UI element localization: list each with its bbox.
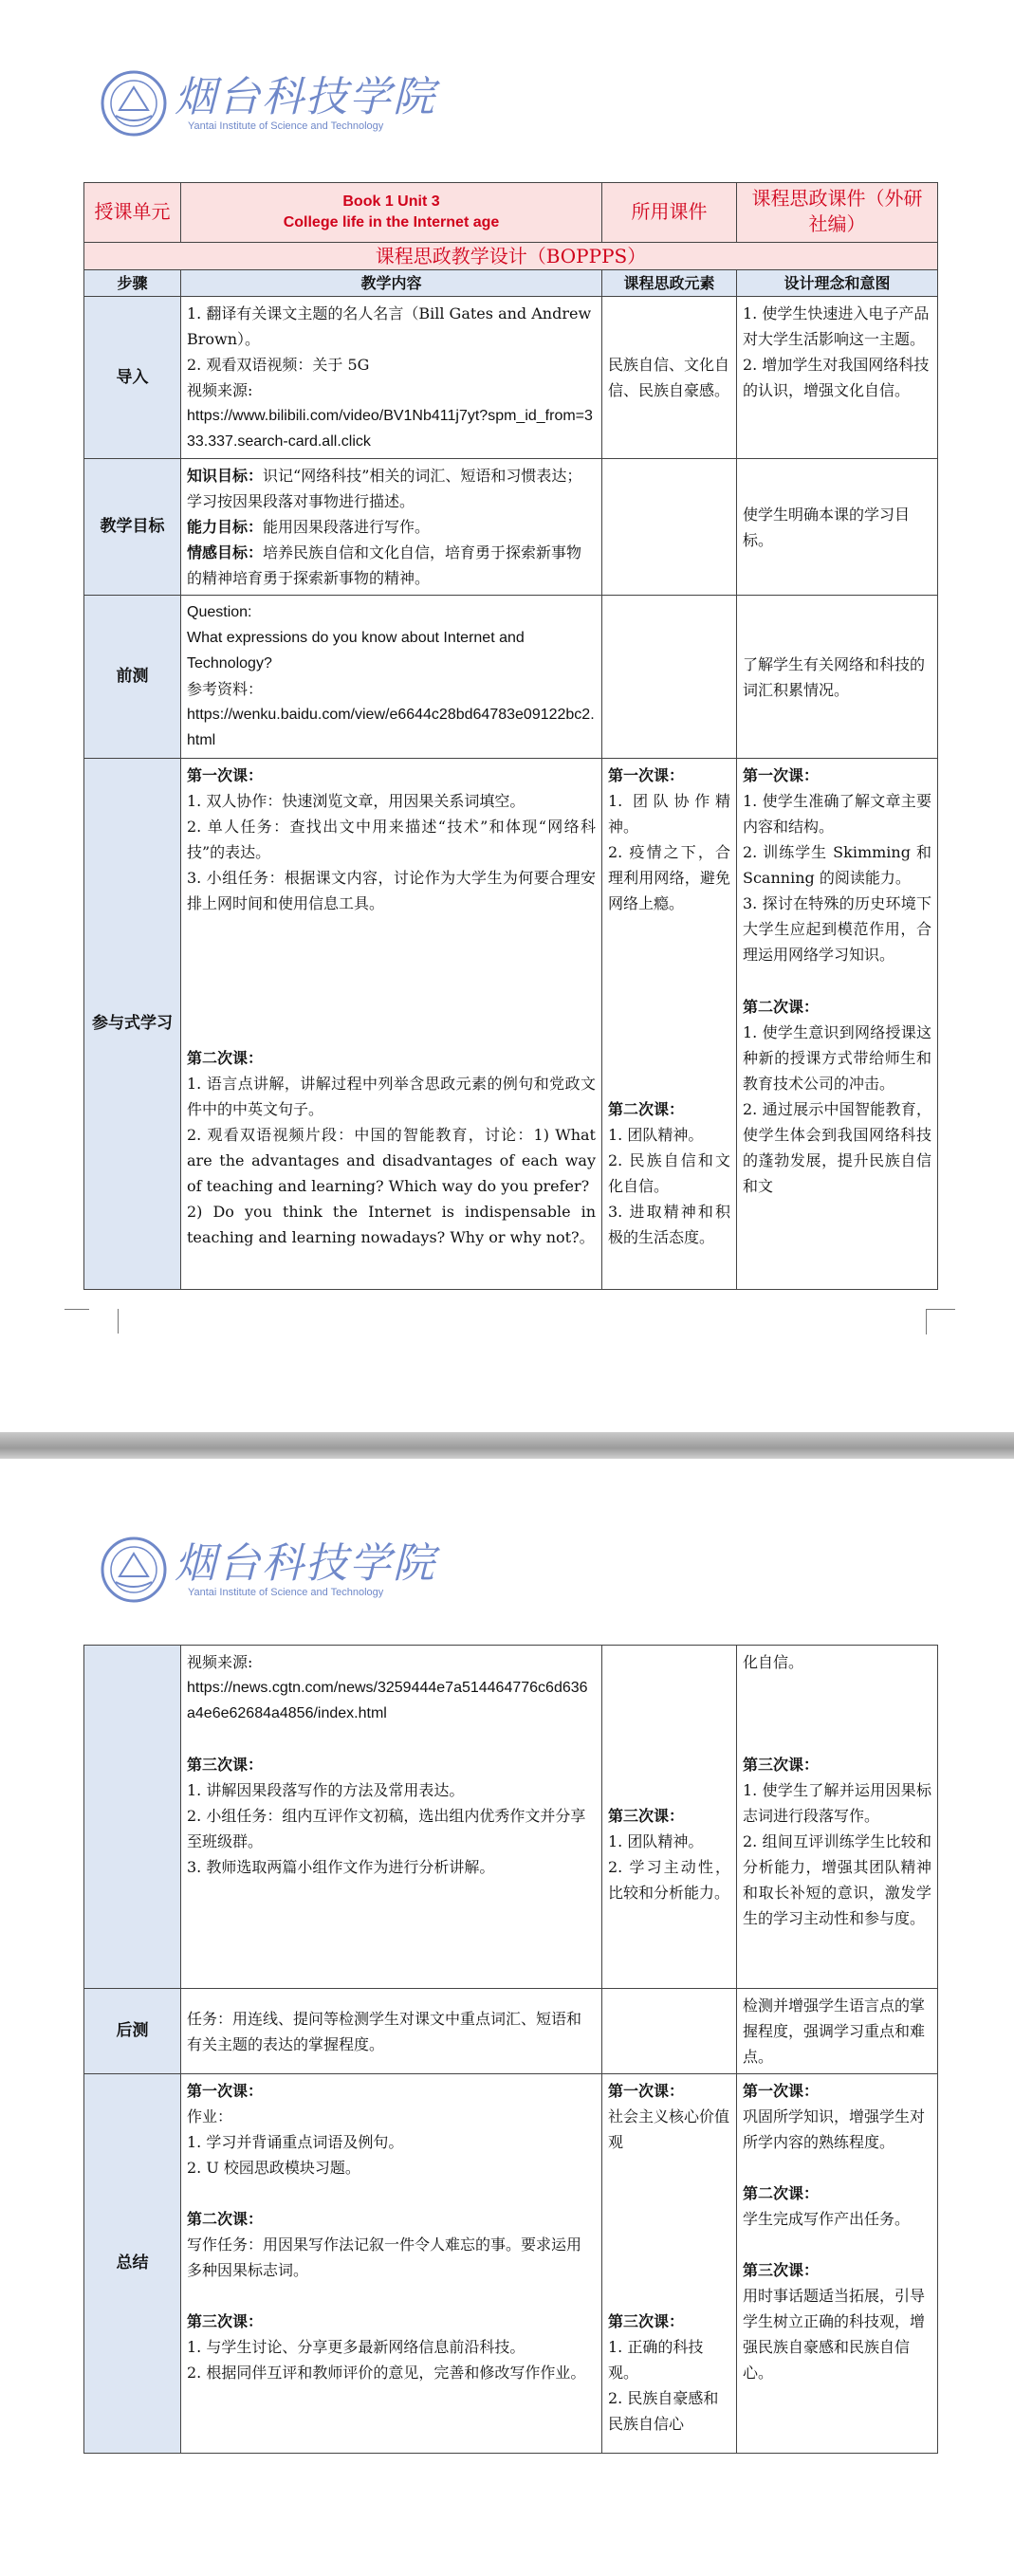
design-line: 学生完成写作产出任务。 [743,2210,911,2228]
participatory-content-continued [181,1646,602,1989]
col-step-header: 步骤 [84,270,181,297]
table-row-posttest [84,1989,938,2074]
step-goals: 教学目标 [84,459,181,596]
intro-elements: 民族自信、文化自信、民族自豪感。 [602,297,737,459]
pretest-reference-link[interactable]: https://wenku.baidu.com/view/e6644c28bd64783e09122bc2.html [187,707,595,748]
element-line: 1. 正确的科技观。 [608,2338,704,2382]
intro-content [181,297,602,459]
intro-content-line: 1. 翻译有关课文主题的名人名言（Bill Gates and Andrew Brown）。 [187,304,592,348]
element-line: 2. 民族自豪感和民族自信心 [608,2389,719,2433]
unit-title: College life in the Internet age [283,214,500,230]
element-line: 1. 团队精神。 [608,1126,704,1144]
step-posttest: 后测 [84,1989,181,2074]
unit-value [181,183,602,243]
knowledge-goal-label: 知识目标： [187,467,264,485]
goals-elements [602,459,737,596]
logo-school-name: 烟台科技学院 [175,73,436,121]
session1-title: 第一次课： [743,2082,820,2100]
table-row-participatory [84,759,938,1290]
table-row-pretest [84,596,938,759]
video-source-label: 视频来源: [187,1653,253,1671]
session2-title: 第二次课： [187,1049,264,1067]
pretest-content-line: What expressions do you know about Internet and Technology? [187,630,525,672]
courseware-label: 所用课件 [602,183,737,243]
posttest-design: 检测并增强学生语言点的掌握程度，强调学习重点和难点。 [737,1989,938,2074]
participatory-line: 2) Do you think the Internet is indispensable in teaching and learning nowadays? Why or why not?。 [187,1203,596,1246]
element-line: 2. 学习主动性，比较和分析能力。 [608,1858,730,1902]
summary-line: 写作任务：用因果写作法记叙一件令人难忘的事。要求运用多种因果标志词。 [187,2236,582,2279]
step-participatory: 参与式学习 [84,759,181,1290]
table-row-goals [84,459,938,596]
crop-mark [65,1309,89,1338]
table-row-participatory-continued [84,1646,938,1989]
summary-line: 1. 学习并背诵重点词语及例句。 [187,2133,404,2151]
design-line: 巩固所学知识，增强学生对所学内容的熟练程度。 [743,2107,926,2151]
video-source-link[interactable]: https://news.cgtn.com/news/3259444e7a514464776c6d636a4e6e62684a4856/index.html [187,1680,588,1721]
session1-title: 第一次课： [187,766,264,784]
session3-title: 第三次课： [187,2312,264,2330]
school-emblem-icon [99,68,169,138]
lesson-plan-table [83,182,938,1290]
session3-line: 3. 教师选取两篇小组作文作为进行分析讲解。 [187,1858,495,1876]
step-pretest: 前测 [84,596,181,759]
session2-title: 第二次课： [187,2210,264,2228]
session2-title: 第二次课： [608,1100,685,1118]
participatory-line: 1. 双人协作：快速浏览文章，用因果关系词填空。 [187,792,525,810]
step-intro: 导入 [84,297,181,459]
emotion-goal-label: 情感目标： [187,543,264,561]
session3-title: 第三次课： [608,2312,685,2330]
unit-label: 授课单元 [84,183,181,243]
participatory-line: 2. 观看双语视频片段：中国的智能教育，讨论：1) What are the advantages and disadvantages of each way of teaching and learning? Which way do you prefer? [187,1126,596,1195]
session1-title: 第一次课： [187,2082,264,2100]
element-line: 1. 团队精神。 [608,1832,704,1850]
courseware-value: 课程思政课件（外研社编） [737,183,938,243]
element-line: 1. 团队协作精神。 [608,792,730,836]
element-line: 社会主义核心价值观 [608,2107,730,2151]
summary-content [181,2074,602,2454]
session3-line: 2. 小组任务：组内互评作文初稿，选出组内优秀作文并分享至班级群。 [187,1807,586,1850]
table-row-summary [84,2074,938,2454]
participatory-elements [602,759,737,1290]
intro-video-link[interactable]: https://www.bilibili.com/video/BV1Nb411j7yt?spm_id_from=333.337.search-card.all.click [187,408,593,450]
pretest-content-line: Question: [187,604,252,620]
school-logo [99,68,436,138]
session2-title: 第二次课： [743,998,820,1016]
element-line: 2. 民族自信和文化自信。 [608,1151,730,1195]
step-participatory-continued [84,1646,181,1989]
design-line: 用时事话题适当拓展，引导学生树立正确的科技观，增强民族自豪感和民族自信心。 [743,2287,926,2382]
session1-title: 第一次课： [743,766,820,784]
crop-mark [926,1309,955,1334]
pretest-elements [602,596,737,759]
participatory-line: 1. 语言点讲解，讲解过程中列举含思政元素的例句和党政文件中的中英文句子。 [187,1075,596,1118]
document-page-2 [0,1459,1014,2576]
design-line: 3. 探讨在特殊的历史环境下大学生应起到模范作用，合理运用网络学习知识。 [743,894,931,964]
design-line: 2. 组间互评训练学生比较和分析能力，增强其团队精神和取长补短的意识，激发学生的学习主动性和参与度。 [743,1832,931,1927]
intro-design-line: 1. 使学生快速进入电子产品对大学生活影响这一主题。 [743,304,930,348]
design-line: 2. 训练学生 Skimming 和 Scanning 的阅读能力。 [743,843,931,887]
book-line: Book 1 Unit 3 [342,193,440,210]
col-elements-header: 课程思政元素 [602,270,737,297]
participatory-design [737,759,938,1290]
participatory-elements-continued [602,1646,737,1989]
design-line: 1. 使学生意识到网络授课这种新的授课方式带给师生和教育技术公司的冲击。 [743,1023,931,1093]
pretest-content-line: 参考资料： [187,680,264,698]
intro-content-line: 2. 观看双语视频：关于 5G [187,356,370,374]
posttest-content: 任务：用连线、提问等检测学生对课文中重点词汇、短语和有关主题的表达的掌握程度。 [181,1989,602,2074]
session3-title: 第三次课： [743,2261,820,2279]
intro-design [737,297,938,459]
col-content-header: 教学内容 [181,270,602,297]
summary-line: 2. 根据同伴互评和教师评价的意见，完善和修改写作作业。 [187,2364,586,2382]
participatory-design-continued [737,1646,938,1989]
participatory-line: 2. 单人任务：查找出文中用来描述“技术”和体现“网络科技”的表达。 [187,818,596,861]
posttest-elements [602,1989,737,2074]
ability-goal-label: 能力目标： [187,518,264,536]
logo-school-name-en: Yantai Institute of Science and Technology [188,120,384,132]
session2-title: 第二次课： [743,2184,820,2202]
session1-title: 第一次课： [608,766,685,784]
goals-design: 使学生明确本课的学习目标。 [737,459,938,596]
table-row-intro [84,297,938,459]
pretest-content [181,596,602,759]
summary-line: 作业： [187,2107,233,2125]
pretest-design: 了解学生有关网络和科技的词汇积累情况。 [737,596,938,759]
emotion-goal-text: 培养民族自信和文化自信，培育勇于探索新事物的精神培育勇于探索新事物的精神。 [187,543,582,587]
ability-goal-text: 能用因果段落进行写作。 [263,518,431,536]
participatory-content [181,759,602,1290]
logo-school-name-en: Yantai Institute of Science and Technology [188,1587,384,1598]
session3-title: 第三次课： [608,1807,685,1825]
summary-line: 2. U 校园思政模块习题。 [187,2159,360,2177]
knowledge-goal-text: 识记“网络科技”相关的词汇、短语和习惯表达；学习按因果段落对事物进行描述。 [187,467,582,510]
element-line: 2. 疫情之下，合理利用网络，避免网络上瘾。 [608,843,730,912]
design-line: 化自信。 [743,1653,804,1671]
design-title: 课程思政教学设计（BOPPPS） [84,243,938,270]
page-break [0,1432,1014,1459]
logo-school-name: 烟台科技学院 [175,1539,436,1588]
design-line: 1. 使学生了解并运用因果标志词进行段落写作。 [743,1781,931,1825]
summary-line: 1. 与学生讨论、分享更多最新网络信息前沿科技。 [187,2338,525,2356]
col-design-header: 设计理念和意图 [737,270,938,297]
element-line: 3. 进取精神和积极的生活态度。 [608,1203,730,1246]
session3-title: 第三次课： [187,1756,264,1774]
lesson-plan-table-continued [83,1645,938,2454]
session1-title: 第一次课： [608,2082,685,2100]
intro-content-line: 视频来源: [187,381,253,399]
summary-elements [602,2074,737,2454]
school-emblem-icon [99,1535,169,1605]
school-logo [99,1535,436,1605]
design-line: 1. 使学生准确了解文章主要内容和结构。 [743,792,931,836]
design-line: 2. 通过展示中国智能教育，使学生体会到我国网络科技的蓬勃发展，提升民族自信和文 [743,1100,931,1195]
intro-design-line: 2. 增加学生对我国网络科技的认识，增强文化自信。 [743,356,930,399]
step-summary: 总结 [84,2074,181,2454]
goals-content [181,459,602,596]
crop-mark [89,1309,119,1334]
summary-design [737,2074,938,2454]
participatory-line: 3. 小组任务：根据课文内容，讨论作为大学生为何要合理安排上网时间和使用信息工具。 [187,869,596,912]
session3-line: 1. 讲解因果段落写作的方法及常用表达。 [187,1781,465,1799]
session3-title: 第三次课： [743,1756,820,1774]
